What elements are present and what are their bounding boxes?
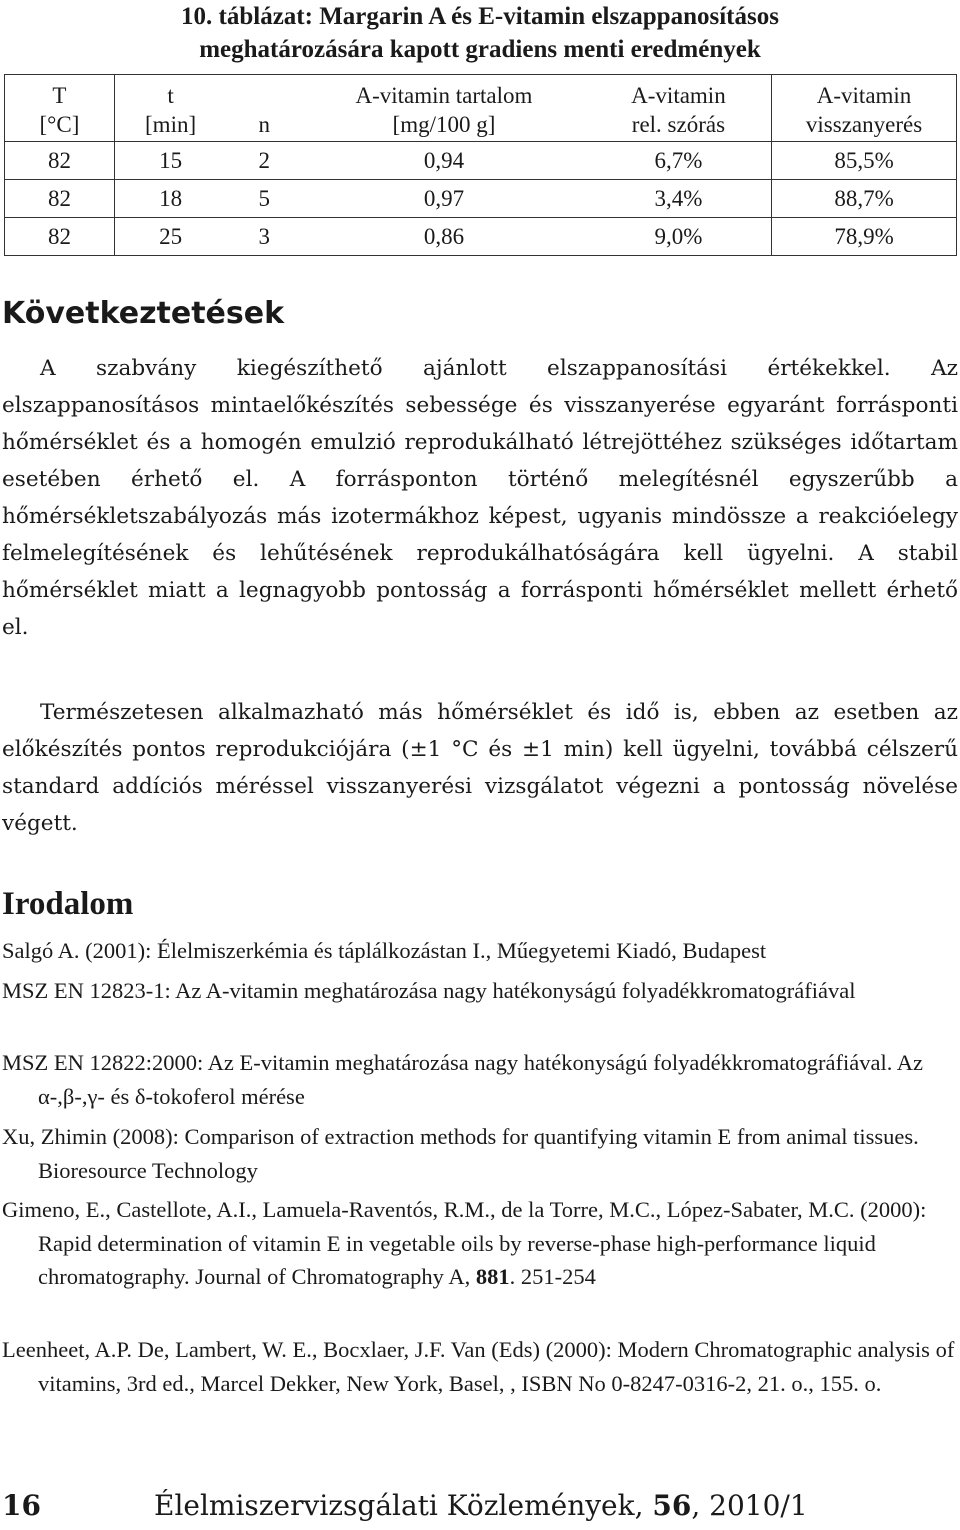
table-row: [5, 180, 957, 218]
reference-item: Salgó A. (2001): Élelmiszerkémia és táplálkozástan I., Műegyetemi Kiadó, Budapest: [2, 938, 767, 963]
reference-item: MSZ EN 12822:2000: Az E-vitamin meghatározása nagy hatékonyságú folyadékkromatográfiával. Az α-,β-,γ- és δ-tokoferol mérése: [2, 1050, 923, 1109]
cell-a-vitamin-content: 0,97: [302, 180, 586, 218]
cell-temperature: 82: [5, 218, 115, 256]
journal-name: Élelmiszervizsgálati Közlemények,: [154, 1489, 653, 1522]
reference-item: Xu, Zhimin (2008): Comparison of extraction methods for quantifying vitamin E from animal tissues. Bioresource Technology: [2, 1124, 919, 1183]
reference-text: Gimeno, E., Castellote, A.I., Lamuela-Raventós, R.M., de la Torre, M.C., López-Sabater, M.C. (2000): Rapid determination of vitamin E in vegetable oils by reverse-phase high-performance liquid chromatography. Journal of Chromatography A,: [2, 1197, 927, 1289]
header-a-vitamin-content-label: A-vitamin tartalom: [355, 83, 533, 108]
header-recovery: [772, 75, 957, 142]
cell-recovery: 85,5%: [772, 142, 957, 180]
cell-n: 5: [226, 180, 302, 218]
cell-time: 25: [114, 218, 226, 256]
cell-time: 18: [114, 180, 226, 218]
conclusions-paragraph-1: A szabvány kiegészíthető ajánlott elszappanosítási értékekkel. Az elszappanosításos mintaelőkészítés sebessége és visszanyerése egyaránt forrásponti hőmérséklet és a homogén emulzió reprodukálható létrejöttéhez szükséges időtartam esetében érhető el. A forrásponton történő melegítésnél egyszerűbb a hőmérsékletszabályozás más izotermákhoz képest, ugyanis mindössze a reakcióelegy felmelegítésének és lehűtésének reprodukálhatóságára kell ügyelni. A stabil hőmérséklet miatt a legnagyobb pontosság a forrásponti hőmérséklet mellett érhető el.: [2, 356, 958, 640]
journal-citation: [154, 1488, 808, 1524]
header-time-symbol: t: [167, 83, 174, 108]
header-n: [226, 75, 302, 142]
cell-time: 15: [114, 142, 226, 180]
section-heading-references: Irodalom: [2, 886, 134, 922]
header-n-label: n: [258, 112, 270, 137]
header-a-vitamin-content: [302, 75, 586, 142]
cell-relative-sd: 9,0%: [586, 218, 772, 256]
header-temperature-symbol: T: [52, 83, 67, 108]
header-temperature: [5, 75, 115, 142]
table-header-row: [5, 75, 957, 142]
cell-relative-sd: 6,7%: [586, 142, 772, 180]
reference-item: Leenheet, A.P. De, Lambert, W. E., Bocxlaer, J.F. Van (Eds) (2000): Modern Chromatographic analysis of vitamins, 3rd ed., Marcel Dekker, New York, Basel, , ISBN No 0-8247-0316-2, 21. o., 155. o.: [2, 1337, 955, 1396]
reference-volume: 881: [475, 1264, 510, 1289]
cell-relative-sd: 3,4%: [586, 180, 772, 218]
header-recovery-sub: visszanyerés: [805, 112, 923, 137]
table-title-line1: 10. táblázat: Margarin A és E-vitamin elszappanosításos: [181, 3, 779, 30]
header-relative-sd-label: A-vitamin: [631, 83, 726, 108]
header-time-unit: [min]: [145, 112, 197, 137]
header-relative-sd: [586, 75, 772, 142]
journal-volume: 56: [652, 1489, 692, 1522]
header-temperature-unit: [°C]: [39, 112, 80, 137]
reference-item: [2, 1193, 958, 1294]
header-relative-sd-sub: rel. szórás: [631, 112, 726, 137]
section-heading-conclusions: Következtetések: [2, 296, 285, 331]
page-footer: [2, 1488, 808, 1524]
cell-n: 2: [226, 142, 302, 180]
table-row: [5, 142, 957, 180]
cell-temperature: 82: [5, 180, 115, 218]
header-a-vitamin-content-unit: [mg/100 g]: [392, 112, 496, 137]
cell-recovery: 88,7%: [772, 180, 957, 218]
cell-a-vitamin-content: 0,94: [302, 142, 586, 180]
cell-temperature: 82: [5, 142, 115, 180]
header-time: [114, 75, 226, 142]
journal-issue: , 2010/1: [691, 1489, 808, 1522]
reference-item: MSZ EN 12823-1: Az A-vitamin meghatározása nagy hatékonyságú folyadékkromatográfiával: [2, 978, 856, 1003]
table-row: [5, 218, 957, 256]
table-title-line2: meghatározására kapott gradiens menti eredmények: [199, 36, 761, 63]
vitamin-table: [4, 74, 957, 256]
page-number: 16: [2, 1489, 41, 1522]
header-recovery-label: A-vitamin: [816, 83, 912, 108]
cell-recovery: 78,9%: [772, 218, 957, 256]
conclusions-paragraph-2: Természetesen alkalmazható más hőmérséklet és idő is, ebben az esetben az előkészítés pontos reprodukciójára (±1 °C és ±1 min) kell ügyelni, továbbá célszerű standard addíciós méréssel visszanyerési vizsgálatot végezni a pontosság növelése végett.: [2, 700, 958, 836]
reference-pages: . 251-254: [509, 1264, 596, 1289]
cell-n: 3: [226, 218, 302, 256]
cell-a-vitamin-content: 0,86: [302, 218, 586, 256]
